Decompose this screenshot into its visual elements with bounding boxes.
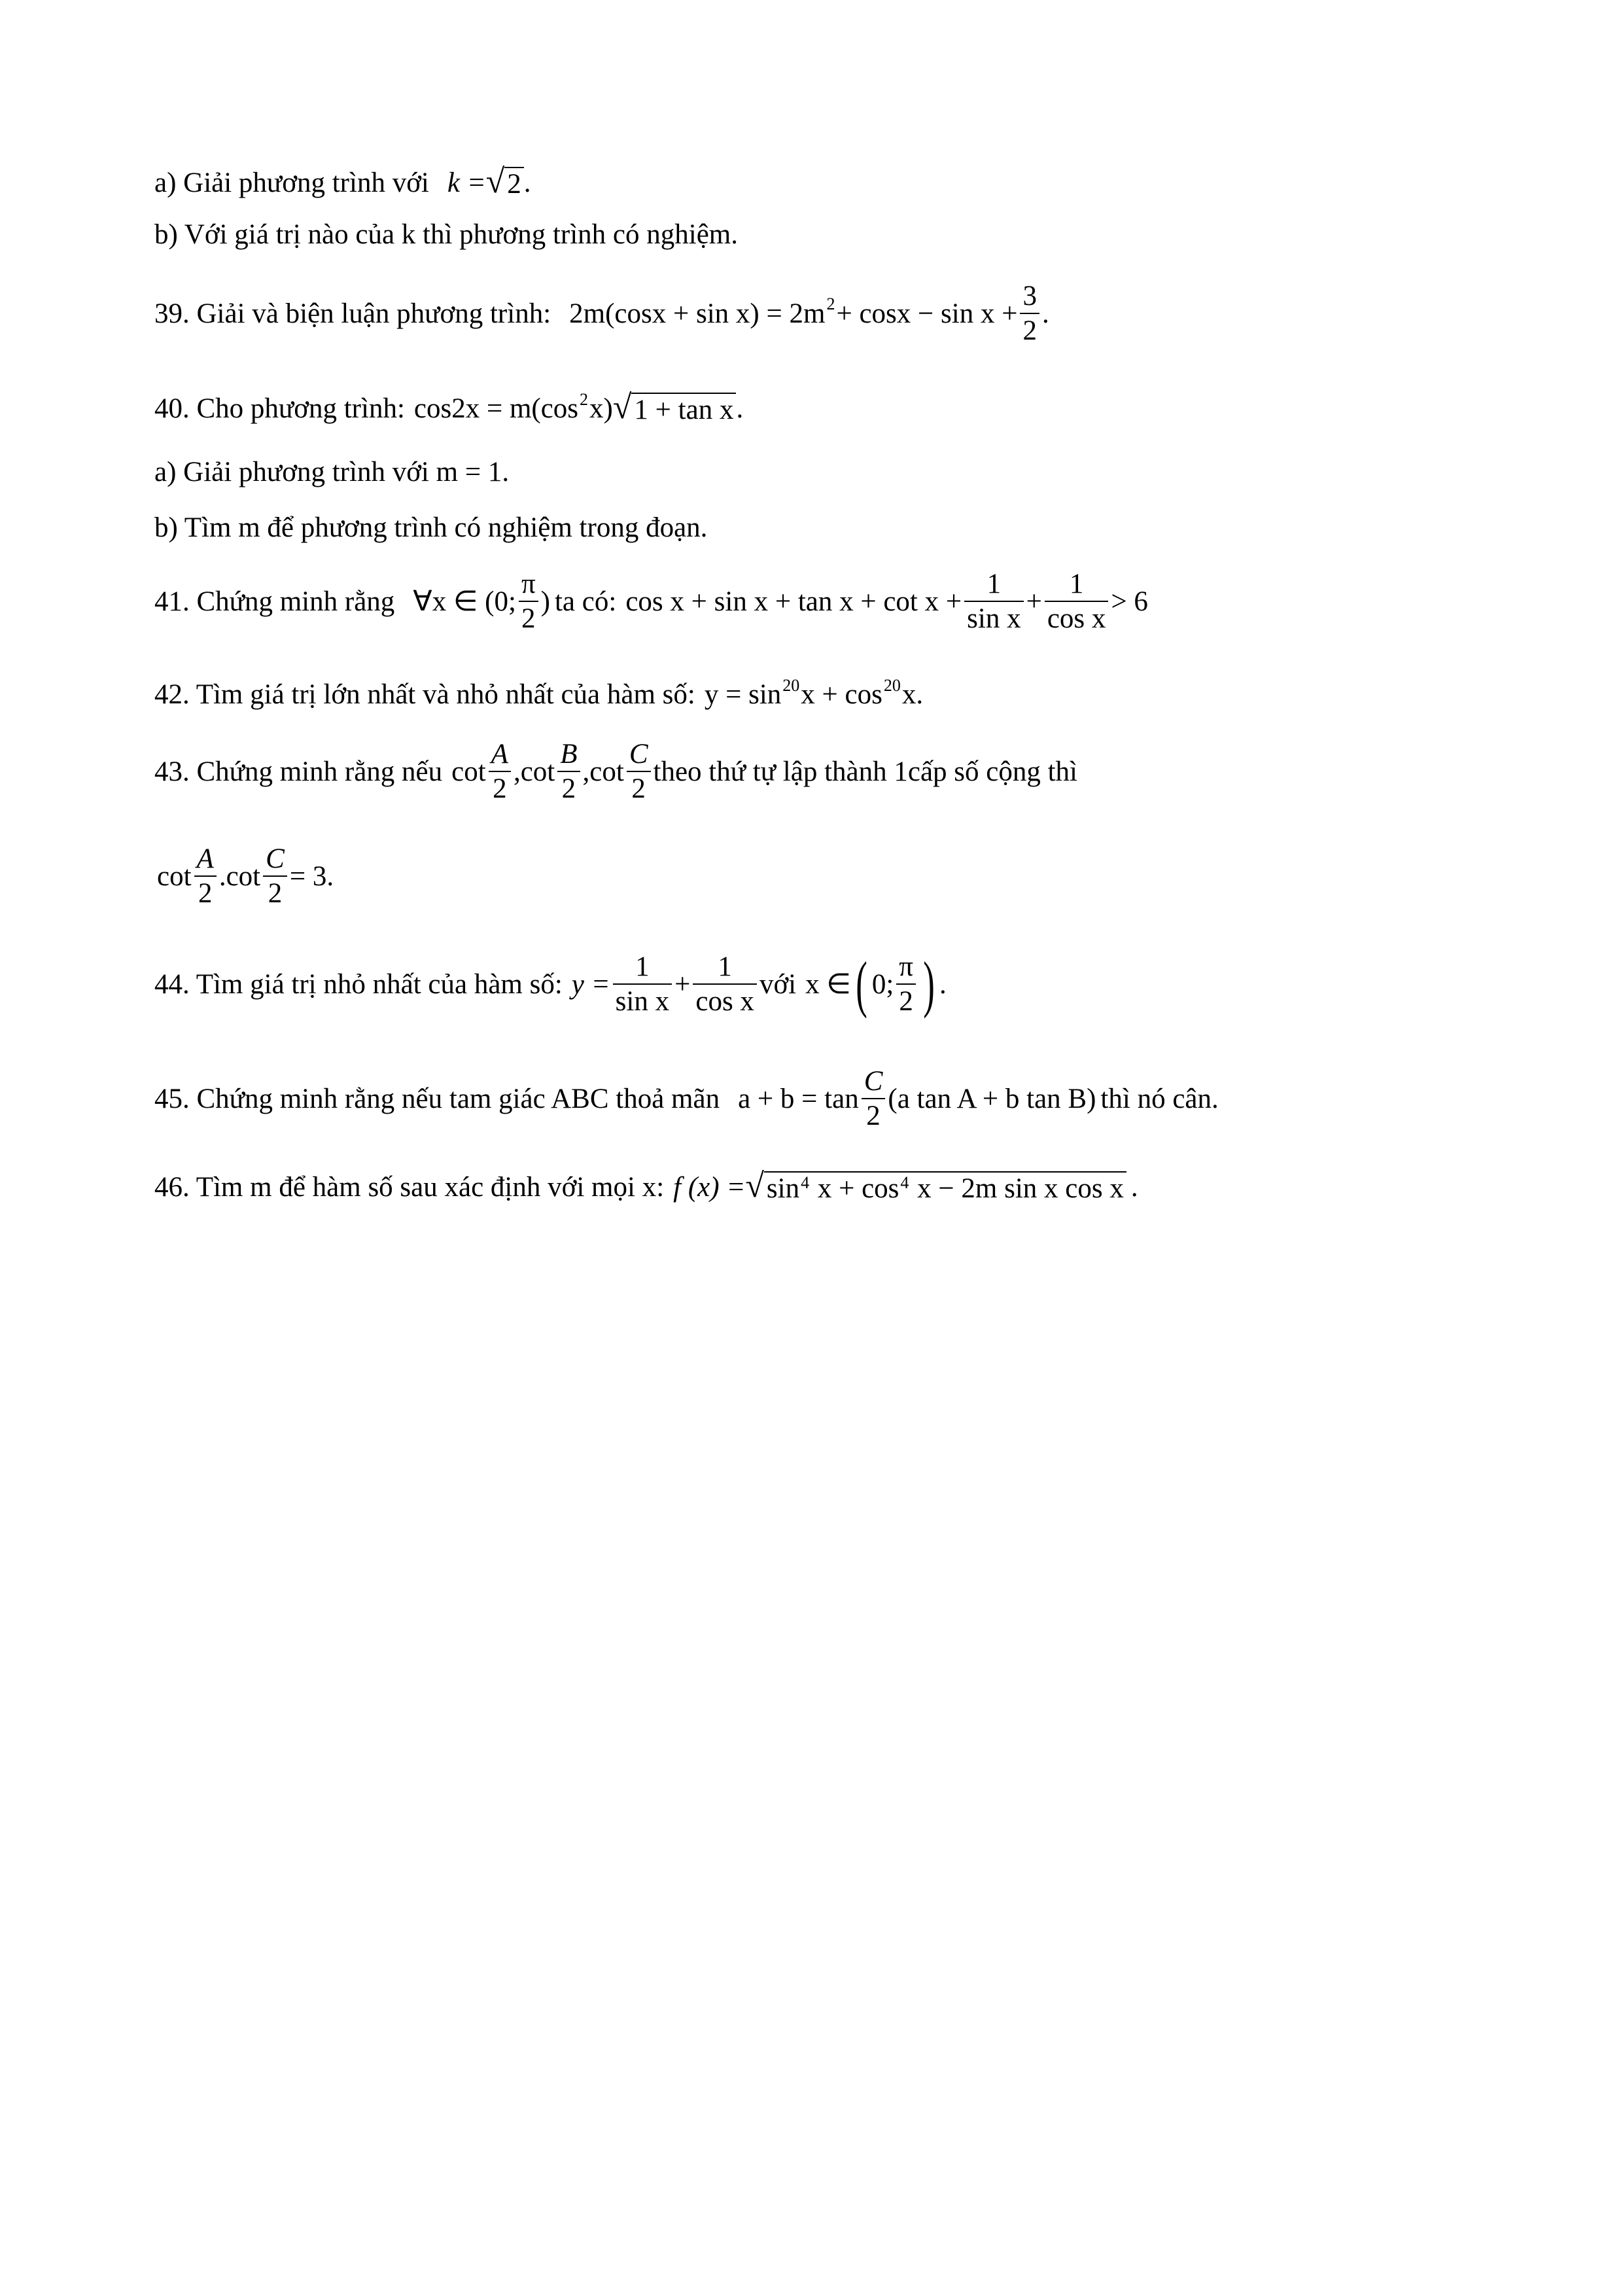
period: .	[916, 679, 924, 710]
problem-39	[154, 281, 1049, 345]
math-text: cot	[157, 860, 192, 892]
math-41-expr	[625, 569, 1148, 633]
denominator: sin x	[615, 986, 670, 1017]
math-text: x + cos	[801, 679, 882, 710]
problem-41	[154, 569, 1148, 633]
math-text: sin	[766, 1173, 800, 1204]
text: 42. Tìm giá trị lớn nhất và nhỏ nhất của hàm số:	[154, 679, 695, 710]
exponent: 4	[801, 1173, 810, 1192]
math-text: > 6	[1111, 586, 1148, 617]
math-text: cot	[520, 756, 555, 787]
text: với	[759, 968, 797, 1000]
numerator: 3	[1022, 281, 1037, 311]
sqrt: √ 1 + tan x	[613, 393, 737, 425]
math-text: (a tan A + b tan B)	[888, 1083, 1096, 1114]
problem-43-result	[157, 844, 334, 908]
text: a) Giải phương trình với m = 1.	[154, 457, 510, 487]
math-text: x	[901, 679, 916, 710]
text: 46. Tìm m để hàm số sau xác định với mọi x:	[154, 1172, 665, 1203]
fraction-1-cosx	[693, 952, 757, 1016]
math-text: y =	[571, 968, 610, 1000]
denominator: 2	[521, 603, 536, 635]
math-text: x)	[589, 393, 613, 425]
text: 44. Tìm giá trị nhỏ nhất của hàm số:	[154, 968, 563, 1000]
math-text: + cosx − sin x +	[836, 298, 1018, 329]
problem-45	[154, 1067, 1219, 1131]
problem-42	[154, 675, 924, 710]
math-44-domain	[805, 948, 947, 1019]
denominator: 2	[561, 773, 576, 805]
text: ta có:	[554, 586, 617, 617]
math-k-sqrt2	[447, 163, 531, 200]
numerator: 1	[718, 951, 732, 982]
line-a-m1	[154, 458, 509, 486]
fraction-C2	[263, 844, 287, 908]
numerator: A	[491, 739, 508, 769]
text: 43. Chứng minh rằng nếu	[154, 756, 443, 787]
text: 39. Giải và biện luận phương trình:	[154, 298, 551, 329]
problem-46	[154, 1167, 1138, 1205]
numerator: π	[521, 569, 536, 599]
math-text: cos x + sin x + tan x + cot x +	[625, 586, 962, 617]
denominator: sin x	[967, 603, 1021, 635]
math-text: = 3	[289, 860, 327, 892]
denominator: cos x	[695, 986, 754, 1017]
exponent: 2	[580, 389, 589, 409]
numerator: C	[266, 843, 285, 874]
text: theo thứ tự lập thành 1cấp số cộng thì	[653, 756, 1078, 787]
line-b-k	[154, 221, 738, 249]
math-text: x − 2m sin x cos x	[910, 1173, 1124, 1204]
text: 40. Cho phương trình:	[154, 393, 405, 425]
left-paren: (	[856, 948, 867, 1019]
math-text: cos2x = m(cos	[413, 393, 579, 425]
math-text: cot	[451, 756, 486, 787]
math-40	[413, 389, 744, 426]
math-text: 2m(cosx + sin x) = 2m	[569, 298, 826, 329]
math-46	[673, 1167, 1138, 1205]
radicand: 2	[504, 167, 524, 199]
math-41	[413, 569, 550, 633]
math-text: x ∈	[805, 968, 851, 1000]
numerator: A	[196, 843, 214, 874]
math-39	[569, 281, 1049, 345]
problem-43	[154, 739, 1077, 804]
problem-40	[154, 389, 744, 426]
line-a-k	[154, 163, 531, 200]
math-43b	[157, 844, 334, 908]
period: .	[523, 168, 531, 199]
numerator: 1	[1069, 569, 1084, 599]
math-44	[572, 952, 759, 1016]
math-text: +	[674, 968, 691, 1000]
text: 41. Chứng minh rằng	[154, 586, 395, 617]
math-text: .cot	[218, 860, 261, 892]
denominator: 2	[631, 773, 646, 805]
numerator: C	[864, 1066, 883, 1097]
denominator: 2	[899, 986, 913, 1017]
radicand	[764, 1171, 1126, 1203]
fraction-C2	[627, 739, 651, 804]
denominator: 2	[198, 878, 213, 910]
sqrt: √ $\sin^4 x + \cos^4 x - 2m$ sin x cos x	[745, 1171, 1126, 1203]
math-text: ,	[513, 756, 521, 787]
period: .	[326, 860, 334, 892]
fraction-1-cosx	[1045, 569, 1109, 633]
period: .	[736, 393, 744, 425]
text: b) Tìm m để phương trình có nghiệm trong đoạn.	[154, 512, 708, 543]
radicand: 1 + tan x	[631, 393, 736, 425]
math-text: y = sin	[704, 679, 782, 710]
numerator: B	[560, 739, 578, 769]
problem-44	[154, 948, 947, 1019]
math-text: x + cos	[811, 1173, 899, 1204]
math-45	[738, 1067, 1096, 1131]
fraction-C2	[862, 1067, 886, 1131]
numerator: 1	[635, 951, 650, 982]
math-text: +	[1026, 586, 1042, 617]
math-text: a + b = tan	[738, 1083, 859, 1114]
denominator: 2	[493, 773, 507, 805]
fraction-1-sinx	[613, 952, 672, 1016]
math-text: )	[540, 586, 550, 617]
math-text: cot	[589, 756, 624, 787]
exponent: 2	[826, 294, 835, 314]
numerator: C	[629, 739, 648, 769]
exponent: 20	[883, 675, 901, 695]
fraction-1-sinx	[964, 569, 1023, 633]
text: b) Với giá trị nào của k thì phương trình có nghiệm.	[154, 219, 738, 250]
sqrt: √ 2	[486, 167, 524, 199]
fraction-pi2	[519, 569, 538, 633]
period: .	[1130, 1172, 1138, 1203]
fraction-pi2	[896, 952, 916, 1016]
fraction	[1020, 281, 1039, 345]
math-43	[451, 739, 653, 804]
denominator: 2	[268, 878, 283, 910]
fraction-A2	[489, 739, 511, 804]
text: 45. Chứng minh rằng nếu tam giác ABC thoả mãn	[154, 1083, 720, 1114]
math-42	[704, 675, 924, 710]
denominator: cos x	[1047, 603, 1106, 635]
fraction-A2	[194, 844, 217, 908]
right-paren: )	[923, 948, 935, 1019]
math-text: k =	[447, 168, 486, 199]
fraction-B2	[557, 739, 580, 804]
exponent: 4	[900, 1173, 909, 1192]
math-text: ∀x ∈ (0;	[413, 586, 516, 617]
text: a) Giải phương trình với	[154, 168, 429, 199]
period: .	[939, 968, 947, 1000]
line-b-doan	[154, 514, 707, 542]
text: thì nó cân.	[1100, 1083, 1219, 1114]
period: .	[1041, 298, 1049, 329]
exponent: 20	[782, 675, 800, 695]
denominator: 2	[866, 1101, 881, 1132]
math-text: 0;	[871, 968, 894, 1000]
math-text: f (x) =	[673, 1172, 746, 1203]
numerator: 1	[986, 569, 1002, 599]
numerator: π	[899, 951, 913, 982]
denominator: 2	[1022, 315, 1037, 347]
math-text: ,	[582, 756, 590, 787]
